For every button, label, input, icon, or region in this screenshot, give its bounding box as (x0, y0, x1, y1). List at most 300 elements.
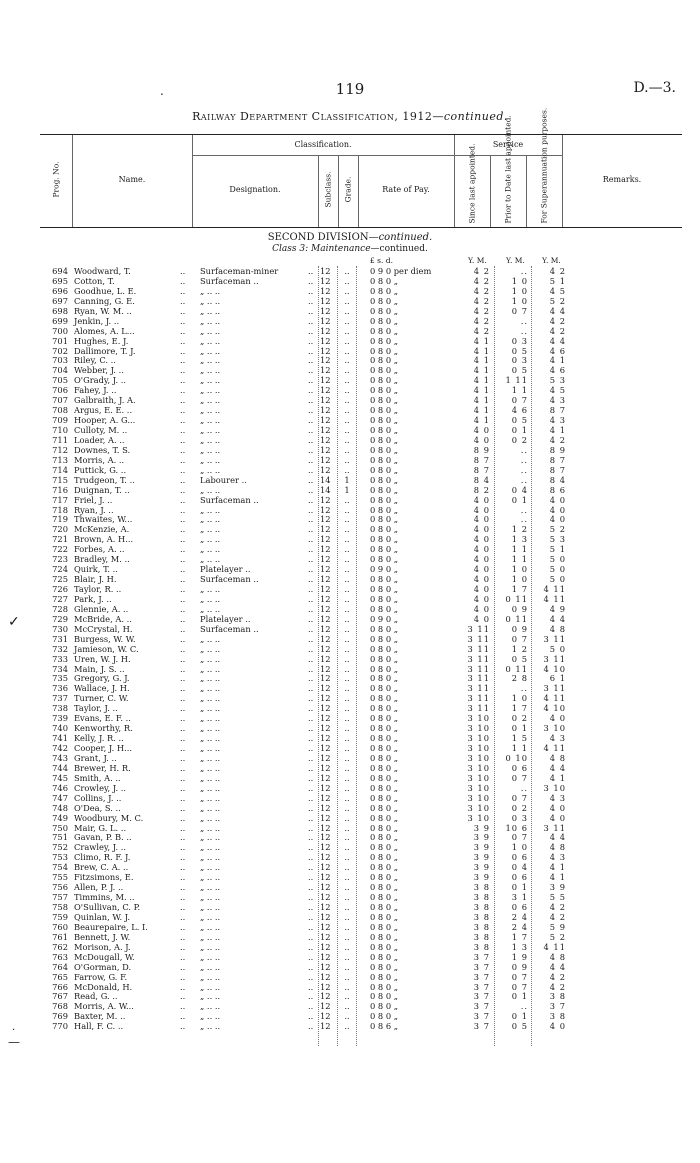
superannuation: 8 6 (549, 484, 566, 495)
prog-number: 729 (52, 613, 68, 624)
employee-name: Hughes, E. J. (74, 335, 129, 346)
employee-name: Alomes, A. L... (74, 325, 135, 336)
table-row (0, 485, 700, 495)
prog-number: 713 (52, 454, 68, 465)
prog-number: 748 (52, 802, 68, 813)
leader-dots: .. (180, 703, 186, 714)
since-last-appointed: 4 2 (473, 295, 490, 306)
table-row (0, 465, 700, 475)
leader-dots: .. (180, 305, 186, 316)
employee-name: Blair, J. H. (74, 574, 117, 585)
prior-to-date: 0 7 (511, 971, 528, 982)
prog-number: 701 (52, 335, 68, 346)
grade: .. (344, 315, 350, 326)
superannuation: 4 0 (549, 494, 566, 505)
page-title (0, 110, 700, 123)
employee-name: Fitzsimons, E. (74, 872, 134, 883)
employee-name: Climo, R. F. J. (74, 852, 131, 863)
prog-number: 754 (52, 862, 68, 873)
employee-name: Fahey, J. .. (74, 385, 117, 396)
since-last-appointed: 3 11 (467, 643, 490, 654)
subclass: 12 (320, 514, 331, 525)
leader-dots: .. (308, 892, 314, 903)
grade: .. (344, 464, 350, 475)
leader-dots: .. (308, 534, 314, 545)
grade: 1 (344, 484, 350, 495)
designation: „ .. .. (200, 991, 221, 1002)
leader-dots: .. (180, 802, 186, 813)
leader-dots: .. (180, 961, 186, 972)
since-last-appointed: 4 0 (473, 504, 490, 515)
prog-number: 716 (52, 484, 68, 495)
superannuation: 4 4 (549, 305, 566, 316)
leader-dots: .. (308, 315, 314, 326)
designation: „ .. .. (200, 415, 221, 426)
leader-dots: .. (308, 484, 314, 495)
subclass: 12 (320, 1001, 331, 1012)
table-row (0, 554, 700, 564)
employee-name: O'Sullivan, C. P. (74, 902, 141, 912)
prior-to-date: 0 5 (511, 365, 528, 376)
leader-dots: .. (180, 911, 186, 922)
leader-dots: .. (308, 792, 314, 803)
prior-to-date: 0 2 (511, 713, 528, 724)
subclass: 12 (320, 285, 331, 296)
table-row (0, 872, 700, 882)
rate-of-pay: 0 8 0 „ (370, 882, 399, 893)
rate-of-pay: 0 8 0 „ (370, 951, 399, 962)
superannuation: 4 5 (549, 385, 566, 396)
rate-of-pay: 0 8 0 „ (370, 275, 399, 286)
table-row (0, 365, 700, 375)
since-last-appointed: 3 8 (473, 882, 490, 893)
grade: .. (344, 782, 350, 793)
since-last-appointed: 3 8 (473, 921, 490, 932)
since-last-appointed: 4 0 (473, 534, 490, 545)
superannuation: 3 10 (543, 782, 566, 793)
grade: .. (344, 295, 350, 306)
table-row (0, 574, 700, 584)
prior-to-date: .. (520, 504, 528, 515)
prior-to-date: 0 6 (511, 852, 528, 863)
leader-dots: .. (308, 991, 314, 1002)
grade: .. (344, 902, 350, 912)
prior-to-date: 0 11 (505, 663, 528, 674)
subclass: 12 (320, 812, 331, 823)
since-last-appointed: 3 10 (467, 772, 490, 783)
since-last-appointed: 3 10 (467, 762, 490, 773)
superannuation: 4 3 (549, 792, 566, 803)
employee-name: McBride, A. .. (74, 613, 132, 624)
leader-dots: .. (308, 1011, 314, 1022)
prior-to-date: 0 5 (511, 415, 528, 426)
leader-dots: .. (180, 743, 186, 753)
grade: .. (344, 584, 350, 594)
designation: „ .. .. (200, 862, 221, 873)
superannuation: 3 11 (543, 822, 566, 833)
table-row (0, 286, 700, 296)
prog-number: 739 (52, 713, 68, 724)
leader-dots: .. (180, 663, 186, 674)
leader-dots: .. (180, 762, 186, 773)
grade: .. (344, 713, 350, 724)
grade: .. (344, 941, 350, 952)
prior-to-date: 1 0 (511, 574, 528, 585)
rate-of-pay: 0 8 0 „ (370, 1011, 399, 1022)
prior-to-date: 0 7 (511, 792, 528, 803)
leader-dots: .. (180, 524, 186, 535)
superannuation: 8 9 (549, 444, 566, 455)
superannuation: 4 0 (549, 802, 566, 813)
rate-of-pay: 0 8 0 „ (370, 355, 399, 366)
rate-of-pay: 0 9 0 „ (370, 564, 399, 575)
employee-name: Goodhue, L. E. (74, 285, 137, 296)
since-last-appointed: 4 0 (473, 544, 490, 555)
employee-name: Turner, C. W. (74, 693, 129, 704)
designation: „ .. .. (200, 295, 221, 306)
prog-number: 719 (52, 514, 68, 525)
subclass: 12 (320, 802, 331, 813)
table-row (0, 773, 700, 783)
prog-number: 714 (52, 464, 68, 475)
table-row (0, 852, 700, 862)
grade: .. (344, 504, 350, 515)
subclass: 12 (320, 415, 331, 426)
grade: .. (344, 593, 350, 604)
employee-name: Evans, E. F. .. (74, 713, 131, 724)
employee-name: Kelly, J. R. .. (74, 733, 124, 744)
leader-dots: .. (180, 385, 186, 396)
prior-to-date: 0 6 (511, 902, 528, 912)
table-row (0, 832, 700, 842)
employee-name: O'Gorman, D. (74, 961, 132, 972)
header-classification: Classification. (294, 140, 352, 149)
since-last-appointed: 4 0 (473, 574, 490, 585)
prog-number: 725 (52, 574, 68, 585)
since-last-appointed: 4 1 (473, 375, 490, 386)
leader-dots: .. (180, 713, 186, 724)
grade: .. (344, 653, 350, 664)
employee-name: Ryan, W. M. .. (74, 305, 132, 316)
employee-name: Crawley, J. .. (74, 842, 127, 853)
prog-number: 706 (52, 385, 68, 396)
table-row (0, 952, 700, 962)
leader-dots: .. (180, 832, 186, 843)
since-last-appointed: 3 7 (473, 961, 490, 972)
employee-name: Woodbury, M. C. (74, 812, 144, 823)
subclass: 12 (320, 355, 331, 366)
subclass: 12 (320, 305, 331, 316)
class-heading (0, 244, 700, 254)
employee-name: Brewer, H. R. (74, 762, 131, 773)
subclass: 12 (320, 494, 331, 505)
since-last-appointed: 3 10 (467, 723, 490, 734)
grade: .. (344, 623, 350, 634)
table-row (0, 495, 700, 505)
table-row (0, 783, 700, 793)
leader-dots: .. (180, 633, 186, 644)
table-row (0, 673, 700, 683)
designation: „ .. .. (200, 812, 221, 823)
prior-to-date: 0 5 (511, 345, 528, 356)
prog-number: 758 (52, 902, 68, 912)
leader-dots: .. (180, 981, 186, 992)
header-col-name (72, 135, 193, 227)
designation: „ .. .. (200, 434, 221, 445)
rate-of-pay: 0 8 0 „ (370, 991, 399, 1002)
rate-of-pay: 0 8 0 „ (370, 494, 399, 505)
prog-number: 744 (52, 762, 68, 773)
header-prog: Prog. No. (51, 161, 61, 198)
prog-number: 755 (52, 872, 68, 883)
prog-number: 727 (52, 593, 68, 604)
table-row (0, 932, 700, 942)
leader-dots: .. (180, 315, 186, 326)
table-row (0, 892, 700, 902)
superannuation: 4 11 (543, 593, 566, 604)
since-last-appointed: 4 1 (473, 415, 490, 426)
subclass: 12 (320, 633, 331, 644)
since-last-appointed: 4 0 (473, 593, 490, 604)
leader-dots: .. (308, 683, 314, 694)
subclass: 12 (320, 683, 331, 694)
prior-to-date: 1 9 (511, 951, 528, 962)
rate-of-pay: 0 8 0 „ (370, 623, 399, 634)
prior-to-date: 1 3 (511, 534, 528, 545)
table-row (0, 375, 700, 385)
designation: „ .. .. (200, 584, 221, 594)
leader-dots: .. (308, 514, 314, 525)
table-row (0, 902, 700, 912)
superannuation: 5 0 (549, 643, 566, 654)
subclass: 12 (320, 295, 331, 306)
rate-of-pay: 0 8 0 „ (370, 425, 399, 435)
prog-number: 753 (52, 852, 68, 863)
prior-to-date: 0 7 (511, 772, 528, 783)
designation: Surfaceman .. (200, 275, 259, 286)
prog-number: 751 (52, 832, 68, 843)
rate-of-pay: 0 8 0 „ (370, 633, 399, 644)
table-row (0, 882, 700, 892)
designation: „ .. .. (200, 892, 221, 903)
superannuation: 5 9 (549, 921, 566, 932)
employee-name: Bennett, J. W. (74, 931, 131, 942)
table-row (0, 1021, 700, 1031)
prior-to-date: 1 0 (511, 295, 528, 306)
rate-of-pay: 0 8 0 „ (370, 892, 399, 903)
rate-of-pay: 0 8 0 „ (370, 603, 399, 614)
header-subclass: Subclass. (323, 171, 333, 208)
leader-dots: .. (180, 822, 186, 833)
leader-dots: .. (308, 623, 314, 634)
employee-name: Hall, F. C. .. (74, 1021, 124, 1032)
prog-number: 723 (52, 554, 68, 565)
rate-of-pay: 0 8 0 „ (370, 762, 399, 773)
grade: .. (344, 613, 350, 624)
superannuation: 4 10 (543, 703, 566, 714)
since-last-appointed: 3 8 (473, 892, 490, 903)
leader-dots: .. (308, 782, 314, 793)
leader-dots: .. (180, 872, 186, 883)
prior-to-date: .. (520, 514, 528, 525)
grade: .. (344, 792, 350, 803)
table-row (0, 823, 700, 833)
superannuation: 3 11 (543, 633, 566, 644)
since-last-appointed: 4 0 (473, 494, 490, 505)
prog-number: 764 (52, 961, 68, 972)
table-row (0, 763, 700, 773)
table-row (0, 584, 700, 594)
grade: .. (344, 365, 350, 376)
grade: .. (344, 266, 350, 276)
rate-of-pay: 0 9 0 per diem (370, 266, 432, 276)
table-row (0, 296, 700, 306)
rate-of-pay: 0 8 0 „ (370, 544, 399, 555)
employee-name: McKenzie, A. (74, 524, 130, 535)
leader-dots: .. (308, 425, 314, 435)
since-last-appointed: 8 7 (473, 464, 490, 475)
header-since-last: Since last appointed. (467, 143, 477, 224)
subclass: 12 (320, 971, 331, 982)
superannuation: 3 7 (549, 1001, 566, 1012)
leader-dots: .. (180, 931, 186, 942)
since-last-appointed: 4 0 (473, 554, 490, 565)
prog-number: 697 (52, 295, 68, 306)
grade: .. (344, 395, 350, 406)
leader-dots: .. (180, 425, 186, 435)
leader-dots: .. (308, 862, 314, 873)
leader-dots: .. (308, 305, 314, 316)
prior-to-date: 1 1 (511, 743, 528, 753)
prog-number: 700 (52, 325, 68, 336)
designation: „ .. .. (200, 305, 221, 316)
subclass: 12 (320, 593, 331, 604)
superannuation: 4 0 (549, 812, 566, 823)
since-last-appointed: 3 8 (473, 902, 490, 912)
subclass: 12 (320, 425, 331, 435)
subclass: 12 (320, 931, 331, 942)
employee-name: Jenkin, J. .. (74, 315, 120, 326)
designation: „ .. .. (200, 633, 221, 644)
grade: .. (344, 991, 350, 1002)
leader-dots: .. (180, 1001, 186, 1012)
employee-name: Loader, A. .. (74, 434, 125, 445)
leader-dots: .. (308, 574, 314, 585)
subclass: 12 (320, 275, 331, 286)
designation: „ .. .. (200, 911, 221, 922)
superannuation: 4 4 (549, 961, 566, 972)
since-last-appointed: 3 11 (467, 693, 490, 704)
subclass: 12 (320, 534, 331, 545)
grade: .. (344, 285, 350, 296)
prog-number: 724 (52, 564, 68, 575)
leader-dots: .. (180, 991, 186, 1002)
designation: „ .. .. (200, 663, 221, 674)
page-number: 119 (335, 80, 365, 98)
designation: „ .. .. (200, 514, 221, 525)
grade: .. (344, 425, 350, 435)
subclass: 12 (320, 454, 331, 465)
subclass: 14 (320, 474, 331, 485)
prior-to-date: .. (520, 266, 528, 276)
leader-dots: .. (308, 762, 314, 773)
leader-dots: .. (308, 494, 314, 505)
table-row (0, 713, 700, 723)
rate-of-pay: 0 8 0 „ (370, 484, 399, 495)
superannuation: 3 8 (549, 1011, 566, 1022)
grade: .. (344, 812, 350, 823)
since-last-appointed: 4 2 (473, 305, 490, 316)
subclass: 12 (320, 385, 331, 396)
prior-to-date: 1 0 (511, 285, 528, 296)
leader-dots: .. (180, 574, 186, 585)
employee-name: O'Grady, J. .. (74, 375, 127, 386)
grade: .. (344, 822, 350, 833)
designation: Platelayer .. (200, 564, 251, 575)
superannuation: 4 1 (549, 772, 566, 783)
table-row (0, 336, 700, 346)
leader-dots: .. (308, 882, 314, 893)
rate-of-pay: 0 8 0 „ (370, 772, 399, 783)
employee-name: Main, J. S. .. (74, 663, 125, 674)
rate-of-pay: 0 8 0 „ (370, 454, 399, 465)
since-last-appointed: 3 11 (467, 663, 490, 674)
designation: „ .. .. (200, 882, 221, 893)
employee-name: Bradley, M. .. (74, 554, 130, 565)
grade: .. (344, 1021, 350, 1032)
grade: .. (344, 673, 350, 684)
leader-dots: .. (308, 772, 314, 783)
since-last-appointed: 4 1 (473, 335, 490, 346)
leader-dots: .. (308, 921, 314, 932)
class-suffix: —continued. (370, 244, 428, 254)
table-row (0, 266, 700, 276)
superannuation: 3 8 (549, 991, 566, 1002)
grade: .. (344, 494, 350, 505)
table-row (0, 991, 700, 1001)
rate-of-pay: 0 8 0 „ (370, 444, 399, 455)
rate-of-pay: 0 8 0 „ (370, 504, 399, 515)
rate-of-pay: 0 8 0 „ (370, 464, 399, 475)
leader-dots: .. (180, 921, 186, 932)
designation: „ .. .. (200, 355, 221, 366)
designation: „ .. .. (200, 395, 221, 406)
prog-number: 709 (52, 415, 68, 426)
prog-number: 717 (52, 494, 68, 505)
leader-dots: .. (180, 693, 186, 704)
table-row (0, 505, 700, 515)
employee-name: Morison, A. J. (74, 941, 131, 952)
since-last-appointed: 3 10 (467, 782, 490, 793)
prior-to-date: 1 0 (511, 693, 528, 704)
prior-to-date: 1 11 (505, 375, 528, 386)
grade: .. (344, 355, 350, 366)
units-ym-since: Y. M. (468, 256, 487, 265)
subclass: 12 (320, 574, 331, 585)
designation: „ .. .. (200, 683, 221, 694)
grade: .. (344, 733, 350, 744)
prog-number: 768 (52, 1001, 68, 1012)
rate-of-pay: 0 8 0 „ (370, 961, 399, 972)
designation: „ .. .. (200, 723, 221, 734)
leader-dots: .. (308, 584, 314, 594)
title-suffix: —continued. (432, 110, 508, 123)
leader-dots: .. (180, 405, 186, 416)
table-row (0, 614, 700, 624)
subclass: 12 (320, 762, 331, 773)
employee-name: Kenworthy, R. (74, 723, 133, 734)
prog-number: 757 (52, 892, 68, 903)
